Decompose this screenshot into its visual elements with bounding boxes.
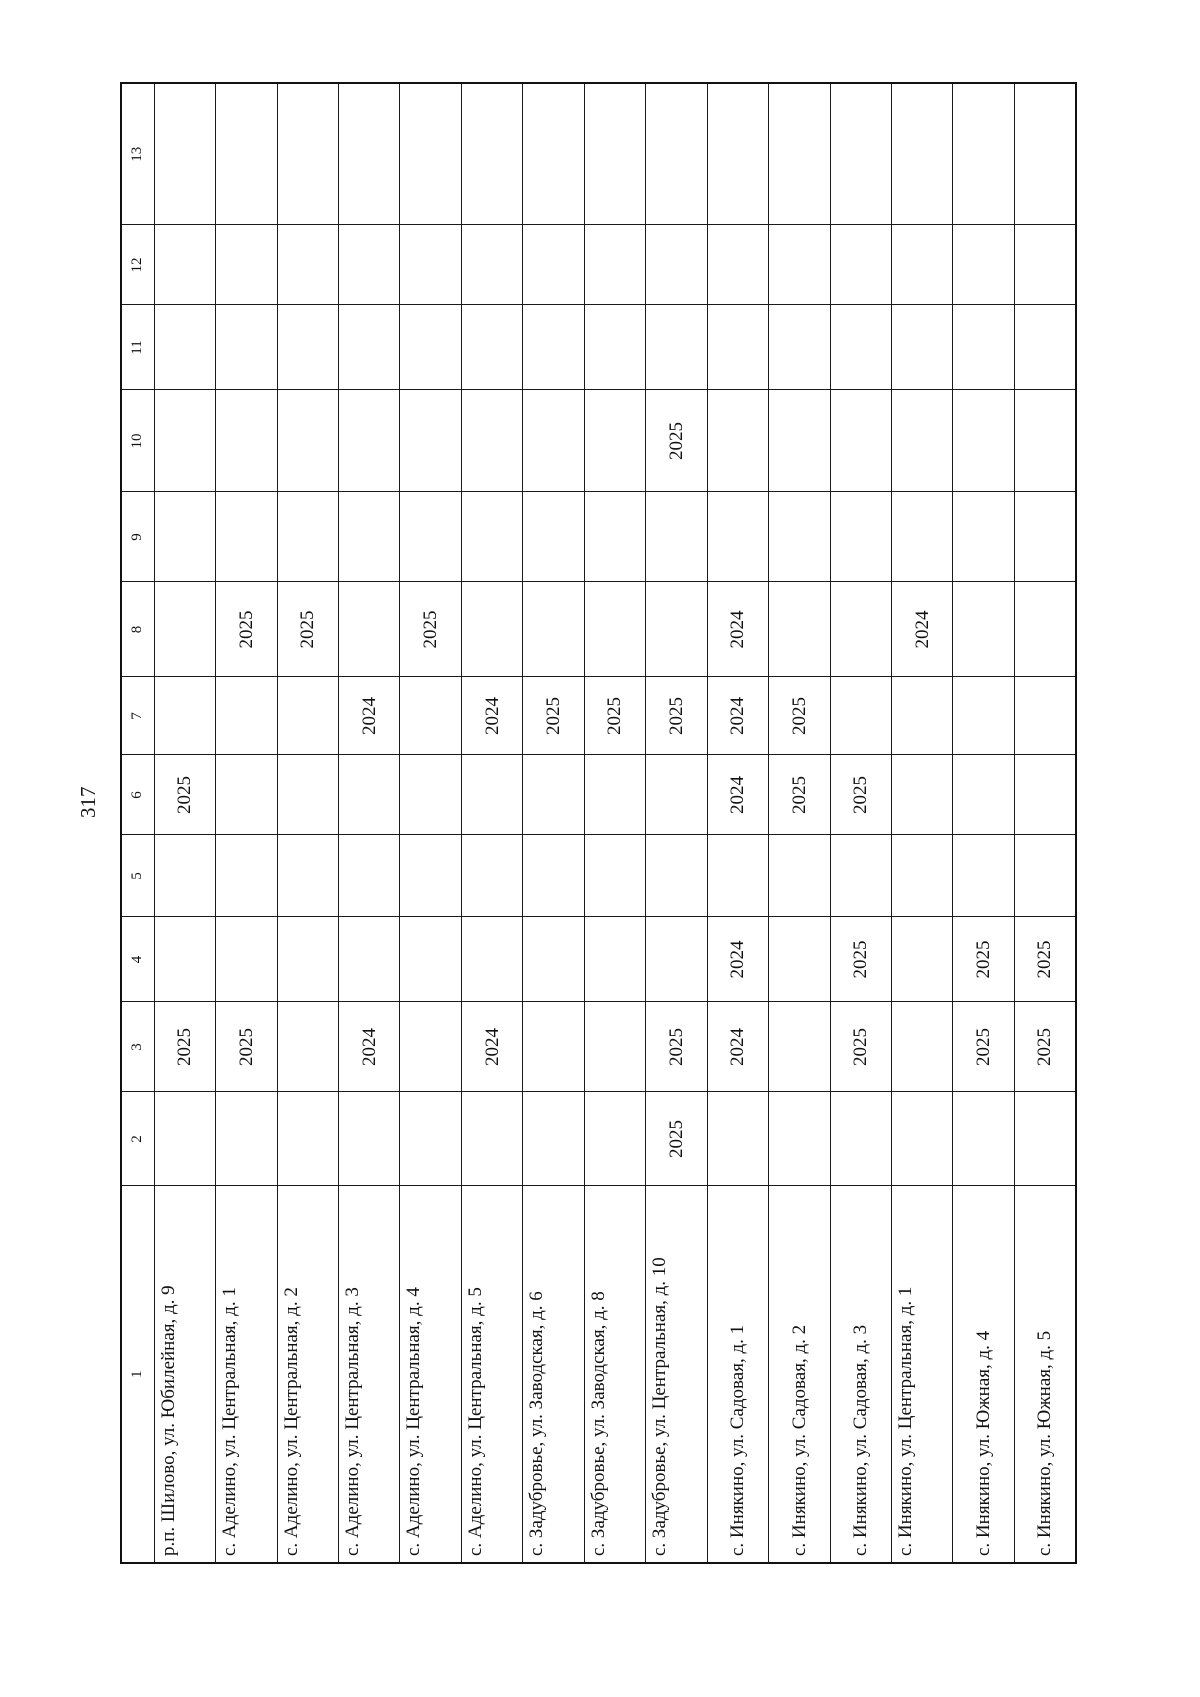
year-cell-col-11 bbox=[216, 305, 277, 390]
year-cell-col-12 bbox=[400, 225, 461, 305]
year-cell-col-9 bbox=[707, 492, 768, 582]
year-cell-col-2 bbox=[400, 1092, 461, 1186]
year-cell-col-12 bbox=[584, 225, 645, 305]
year-cell-col-13 bbox=[584, 83, 645, 225]
year-cell-col-3 bbox=[769, 1002, 830, 1092]
year-cell-col-9 bbox=[523, 492, 584, 582]
year-cell-col-3: 2024 bbox=[707, 1002, 768, 1092]
year-cell-col-9 bbox=[584, 492, 645, 582]
year-cell-col-12 bbox=[1014, 225, 1076, 305]
year-cell-col-11 bbox=[584, 305, 645, 390]
year-cell-col-13 bbox=[1014, 83, 1076, 225]
year-cell-col-9 bbox=[216, 492, 277, 582]
year-cell-col-10 bbox=[154, 390, 215, 492]
year-cell-col-13 bbox=[953, 83, 1014, 225]
year-cell-col-2 bbox=[461, 1092, 522, 1186]
table-row bbox=[400, 83, 461, 1563]
year-cell-col-6 bbox=[953, 755, 1014, 835]
year-cell-col-5 bbox=[461, 835, 522, 917]
year-cell-col-8 bbox=[830, 582, 891, 677]
year-cell-col-2 bbox=[216, 1092, 277, 1186]
year-cell-col-13 bbox=[154, 83, 215, 225]
year-cell-col-4 bbox=[891, 917, 952, 1002]
year-cell-col-3: 2025 bbox=[1014, 1002, 1076, 1092]
year-cell-col-3 bbox=[277, 1002, 338, 1092]
year-cell-col-9 bbox=[154, 492, 215, 582]
year-cell-col-11 bbox=[830, 305, 891, 390]
year-cell-col-11 bbox=[646, 305, 707, 390]
table-row bbox=[646, 83, 707, 1563]
year-cell-col-5 bbox=[400, 835, 461, 917]
year-cell-col-7 bbox=[154, 677, 215, 755]
year-cell-col-9 bbox=[277, 492, 338, 582]
rotated-table-frame bbox=[120, 84, 1077, 1564]
address-cell: с. Инякино, ул. Садовая, д. 2 bbox=[769, 1186, 830, 1563]
year-cell-col-4 bbox=[523, 917, 584, 1002]
year-cell-col-11 bbox=[400, 305, 461, 390]
year-cell-col-5 bbox=[707, 835, 768, 917]
year-cell-col-10 bbox=[1014, 390, 1076, 492]
year-cell-col-6 bbox=[400, 755, 461, 835]
address-cell: с. Задубровье, ул. Центральная, д. 10 bbox=[646, 1186, 707, 1563]
year-cell-col-13 bbox=[707, 83, 768, 225]
address-cell: с. Задубровье, ул. Заводская, д. 8 bbox=[584, 1186, 645, 1563]
year-cell-col-4 bbox=[769, 917, 830, 1002]
year-cell-col-12 bbox=[953, 225, 1014, 305]
year-cell-col-8: 2025 bbox=[400, 582, 461, 677]
year-cell-col-12 bbox=[769, 225, 830, 305]
year-cell-col-13 bbox=[216, 83, 277, 225]
year-cell-col-5 bbox=[277, 835, 338, 917]
year-cell-col-10 bbox=[216, 390, 277, 492]
page-number: 317 bbox=[76, 786, 100, 818]
year-cell-col-12 bbox=[277, 225, 338, 305]
year-cell-col-12 bbox=[707, 225, 768, 305]
year-cell-col-6: 2025 bbox=[769, 755, 830, 835]
year-cell-col-5 bbox=[830, 835, 891, 917]
year-cell-col-13 bbox=[400, 83, 461, 225]
year-cell-col-6 bbox=[584, 755, 645, 835]
year-cell-col-6: 2024 bbox=[707, 755, 768, 835]
year-cell-col-11 bbox=[523, 305, 584, 390]
year-cell-col-3: 2025 bbox=[216, 1002, 277, 1092]
address-cell: с. Инякино, ул. Центральная, д. 1 bbox=[891, 1186, 952, 1563]
year-cell-col-5 bbox=[891, 835, 952, 917]
year-cell-col-2: 2025 bbox=[646, 1092, 707, 1186]
year-cell-col-10 bbox=[953, 390, 1014, 492]
year-cell-col-5 bbox=[154, 835, 215, 917]
table-row bbox=[154, 83, 215, 1563]
year-cell-col-7: 2025 bbox=[769, 677, 830, 755]
year-cell-col-9 bbox=[830, 492, 891, 582]
year-cell-col-11 bbox=[1014, 305, 1076, 390]
address-cell: с. Аделино, ул. Центральная, д. 1 bbox=[216, 1186, 277, 1563]
year-cell-col-6 bbox=[461, 755, 522, 835]
year-cell-col-5 bbox=[523, 835, 584, 917]
column-header-11: 11 bbox=[121, 305, 154, 390]
address-cell: с. Аделино, ул. Центральная, д. 5 bbox=[461, 1186, 522, 1563]
year-cell-col-2 bbox=[953, 1092, 1014, 1186]
column-header-7: 7 bbox=[121, 677, 154, 755]
year-cell-col-13 bbox=[461, 83, 522, 225]
year-cell-col-3: 2024 bbox=[461, 1002, 522, 1092]
year-cell-col-12 bbox=[891, 225, 952, 305]
table-row bbox=[891, 83, 952, 1563]
year-cell-col-5 bbox=[646, 835, 707, 917]
year-cell-col-9 bbox=[461, 492, 522, 582]
year-cell-col-10 bbox=[891, 390, 952, 492]
year-cell-col-5 bbox=[339, 835, 400, 917]
year-cell-col-2 bbox=[154, 1092, 215, 1186]
address-cell: с. Аделино, ул. Центральная, д. 4 bbox=[400, 1186, 461, 1563]
year-cell-col-6 bbox=[277, 755, 338, 835]
year-cell-col-6 bbox=[523, 755, 584, 835]
year-cell-col-7 bbox=[891, 677, 952, 755]
year-cell-col-7: 2024 bbox=[707, 677, 768, 755]
year-cell-col-3: 2025 bbox=[953, 1002, 1014, 1092]
year-cell-col-12 bbox=[461, 225, 522, 305]
table-row bbox=[339, 83, 400, 1563]
year-cell-col-2 bbox=[769, 1092, 830, 1186]
year-cell-col-8 bbox=[339, 582, 400, 677]
header-row bbox=[121, 83, 154, 1563]
year-cell-col-4: 2025 bbox=[953, 917, 1014, 1002]
column-header-8: 8 bbox=[121, 582, 154, 677]
schedule-table bbox=[120, 82, 1077, 1564]
table-row bbox=[523, 83, 584, 1563]
year-cell-col-5 bbox=[769, 835, 830, 917]
table-row bbox=[953, 83, 1014, 1563]
address-cell: с. Аделино, ул. Центральная, д. 2 bbox=[277, 1186, 338, 1563]
year-cell-col-8 bbox=[584, 582, 645, 677]
year-cell-col-2 bbox=[339, 1092, 400, 1186]
year-cell-col-13 bbox=[339, 83, 400, 225]
address-cell: с. Инякино, ул. Садовая, д. 1 bbox=[707, 1186, 768, 1563]
column-header-3: 3 bbox=[121, 1002, 154, 1092]
year-cell-col-9 bbox=[891, 492, 952, 582]
year-cell-col-7 bbox=[1014, 677, 1076, 755]
column-header-1: 1 bbox=[121, 1186, 154, 1563]
year-cell-col-7: 2025 bbox=[646, 677, 707, 755]
year-cell-col-5 bbox=[953, 835, 1014, 917]
year-cell-col-12 bbox=[830, 225, 891, 305]
year-cell-col-11 bbox=[461, 305, 522, 390]
year-cell-col-8: 2024 bbox=[891, 582, 952, 677]
table-row bbox=[1014, 83, 1076, 1563]
column-header-12: 12 bbox=[121, 225, 154, 305]
year-cell-col-10 bbox=[461, 390, 522, 492]
year-cell-col-4: 2025 bbox=[830, 917, 891, 1002]
year-cell-col-11 bbox=[277, 305, 338, 390]
year-cell-col-3: 2025 bbox=[830, 1002, 891, 1092]
year-cell-col-10 bbox=[707, 390, 768, 492]
year-cell-col-9 bbox=[769, 492, 830, 582]
address-cell: с. Аделино, ул. Центральная, д. 3 bbox=[339, 1186, 400, 1563]
year-cell-col-3: 2025 bbox=[646, 1002, 707, 1092]
year-cell-col-6 bbox=[1014, 755, 1076, 835]
year-cell-col-4 bbox=[461, 917, 522, 1002]
year-cell-col-2 bbox=[830, 1092, 891, 1186]
year-cell-col-7: 2024 bbox=[461, 677, 522, 755]
year-cell-col-4: 2025 bbox=[1014, 917, 1076, 1002]
year-cell-col-4 bbox=[277, 917, 338, 1002]
address-cell: с. Инякино, ул. Садовая, д. 3 bbox=[830, 1186, 891, 1563]
year-cell-col-6 bbox=[216, 755, 277, 835]
year-cell-col-12 bbox=[523, 225, 584, 305]
address-cell: р.п. Шилово, ул. Юбилейная, д. 9 bbox=[154, 1186, 215, 1563]
column-header-6: 6 bbox=[121, 755, 154, 835]
year-cell-col-10: 2025 bbox=[646, 390, 707, 492]
column-header-9: 9 bbox=[121, 492, 154, 582]
year-cell-col-12 bbox=[154, 225, 215, 305]
year-cell-col-2 bbox=[1014, 1092, 1076, 1186]
year-cell-col-2 bbox=[584, 1092, 645, 1186]
year-cell-col-4 bbox=[584, 917, 645, 1002]
year-cell-col-9 bbox=[1014, 492, 1076, 582]
year-cell-col-13 bbox=[769, 83, 830, 225]
year-cell-col-7 bbox=[830, 677, 891, 755]
year-cell-col-6 bbox=[646, 755, 707, 835]
address-cell: с. Задубровье, ул. Заводская, д. 6 bbox=[523, 1186, 584, 1563]
column-header-10: 10 bbox=[121, 390, 154, 492]
year-cell-col-11 bbox=[154, 305, 215, 390]
year-cell-col-12 bbox=[339, 225, 400, 305]
year-cell-col-4 bbox=[646, 917, 707, 1002]
year-cell-col-13 bbox=[891, 83, 952, 225]
year-cell-col-3 bbox=[891, 1002, 952, 1092]
year-cell-col-8 bbox=[461, 582, 522, 677]
year-cell-col-4 bbox=[339, 917, 400, 1002]
year-cell-col-13 bbox=[277, 83, 338, 225]
year-cell-col-11 bbox=[339, 305, 400, 390]
year-cell-col-4: 2024 bbox=[707, 917, 768, 1002]
table-row bbox=[277, 83, 338, 1563]
year-cell-col-13 bbox=[830, 83, 891, 225]
year-cell-col-4 bbox=[154, 917, 215, 1002]
year-cell-col-6 bbox=[339, 755, 400, 835]
year-cell-col-13 bbox=[646, 83, 707, 225]
year-cell-col-12 bbox=[216, 225, 277, 305]
year-cell-col-6: 2025 bbox=[154, 755, 215, 835]
year-cell-col-2 bbox=[707, 1092, 768, 1186]
year-cell-col-8 bbox=[1014, 582, 1076, 677]
year-cell-col-10 bbox=[339, 390, 400, 492]
year-cell-col-7 bbox=[400, 677, 461, 755]
year-cell-col-8 bbox=[646, 582, 707, 677]
year-cell-col-2 bbox=[523, 1092, 584, 1186]
year-cell-col-13 bbox=[523, 83, 584, 225]
column-header-4: 4 bbox=[121, 917, 154, 1002]
year-cell-col-5 bbox=[216, 835, 277, 917]
year-cell-col-7: 2025 bbox=[584, 677, 645, 755]
column-header-2: 2 bbox=[121, 1092, 154, 1186]
year-cell-col-10 bbox=[830, 390, 891, 492]
year-cell-col-2 bbox=[891, 1092, 952, 1186]
year-cell-col-6 bbox=[891, 755, 952, 835]
column-header-13: 13 bbox=[121, 83, 154, 225]
year-cell-col-8 bbox=[769, 582, 830, 677]
table-row bbox=[216, 83, 277, 1563]
year-cell-col-5 bbox=[584, 835, 645, 917]
year-cell-col-7 bbox=[953, 677, 1014, 755]
year-cell-col-8 bbox=[953, 582, 1014, 677]
year-cell-col-8: 2025 bbox=[216, 582, 277, 677]
year-cell-col-3: 2025 bbox=[154, 1002, 215, 1092]
year-cell-col-9 bbox=[953, 492, 1014, 582]
table-row bbox=[584, 83, 645, 1563]
year-cell-col-10 bbox=[400, 390, 461, 492]
year-cell-col-10 bbox=[584, 390, 645, 492]
year-cell-col-9 bbox=[339, 492, 400, 582]
year-cell-col-10 bbox=[277, 390, 338, 492]
year-cell-col-11 bbox=[769, 305, 830, 390]
year-cell-col-9 bbox=[646, 492, 707, 582]
year-cell-col-12 bbox=[646, 225, 707, 305]
year-cell-col-7 bbox=[277, 677, 338, 755]
year-cell-col-2 bbox=[277, 1092, 338, 1186]
year-cell-col-3 bbox=[400, 1002, 461, 1092]
year-cell-col-7: 2024 bbox=[339, 677, 400, 755]
year-cell-col-5 bbox=[1014, 835, 1076, 917]
address-cell: с. Инякино, ул. Южная, д. 5 bbox=[1014, 1186, 1076, 1563]
year-cell-col-4 bbox=[400, 917, 461, 1002]
table-row bbox=[707, 83, 768, 1563]
year-cell-col-10 bbox=[523, 390, 584, 492]
table-row bbox=[461, 83, 522, 1563]
column-header-5: 5 bbox=[121, 835, 154, 917]
year-cell-col-11 bbox=[707, 305, 768, 390]
year-cell-col-9 bbox=[400, 492, 461, 582]
table-row bbox=[830, 83, 891, 1563]
year-cell-col-8 bbox=[154, 582, 215, 677]
year-cell-col-3 bbox=[523, 1002, 584, 1092]
table-row bbox=[769, 83, 830, 1563]
address-cell: с. Инякино, ул. Южная, д. 4 bbox=[953, 1186, 1014, 1563]
year-cell-col-3 bbox=[584, 1002, 645, 1092]
year-cell-col-10 bbox=[769, 390, 830, 492]
year-cell-col-7 bbox=[216, 677, 277, 755]
year-cell-col-11 bbox=[953, 305, 1014, 390]
year-cell-col-7: 2025 bbox=[523, 677, 584, 755]
year-cell-col-4 bbox=[216, 917, 277, 1002]
year-cell-col-11 bbox=[891, 305, 952, 390]
year-cell-col-8 bbox=[523, 582, 584, 677]
year-cell-col-6: 2025 bbox=[830, 755, 891, 835]
year-cell-col-8: 2025 bbox=[277, 582, 338, 677]
year-cell-col-8: 2024 bbox=[707, 582, 768, 677]
year-cell-col-3: 2024 bbox=[339, 1002, 400, 1092]
